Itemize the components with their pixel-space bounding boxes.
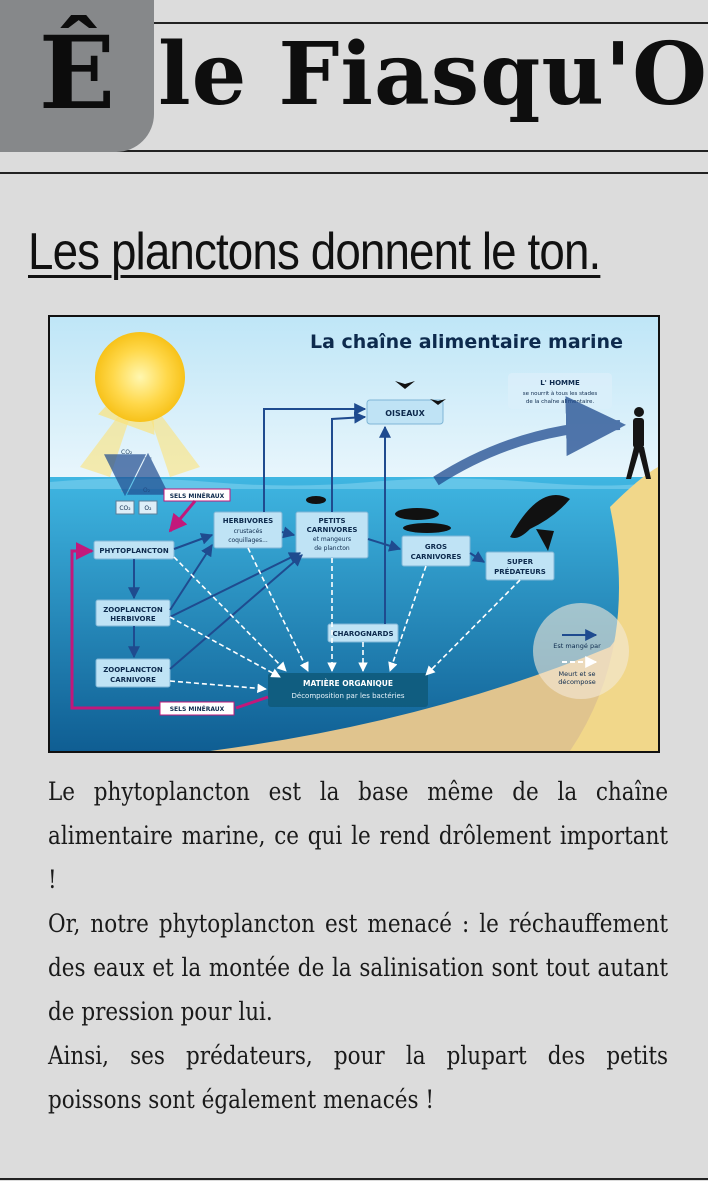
node-gros-carnivores: [402, 536, 470, 566]
node-phytoplancton: [94, 541, 174, 559]
svg-text:MATIÈRE ORGANIQUE: MATIÈRE ORGANIQUE: [303, 679, 393, 688]
co2-up-label: CO₂: [121, 449, 133, 456]
svg-text:L' HOMME: L' HOMME: [540, 379, 580, 387]
svg-text:CARNIVORES: CARNIVORES: [306, 526, 358, 534]
article-paragraph: Le phytoplancton est la base même de la chaîne alimentaire marine, ce qui le rend drôlement important !: [48, 777, 669, 894]
svg-text:PRÉDATEURS: PRÉDATEURS: [494, 568, 546, 576]
node-homme: [508, 373, 612, 409]
sels-mineraux-top: [164, 489, 230, 501]
svg-text:SELS MINÉRAUX: SELS MINÉRAUX: [169, 493, 225, 500]
o2-up-label: O₂: [143, 487, 151, 494]
svg-text:PHYTOPLANCTON: PHYTOPLANCTON: [99, 547, 169, 555]
svg-text:et mangeurs: et mangeurs: [312, 536, 352, 543]
diagram-title: La chaîne alimentaire marine: [310, 331, 623, 353]
logo-letter: Ê: [38, 14, 116, 132]
co2-box: [116, 501, 134, 514]
svg-text:PETITS: PETITS: [318, 517, 346, 525]
svg-text:se nourrit à tous les stades: se nourrit à tous les stades: [522, 391, 598, 397]
node-charognards: [328, 624, 398, 642]
legend-eaten-label: Est mangé par: [553, 642, 601, 650]
node-herbivores: [214, 512, 282, 548]
svg-text:Décomposition par les bactérie: Décomposition par les bactéries: [291, 692, 405, 700]
node-zooplancton-herbivore: [96, 600, 170, 626]
svg-text:de plancton: de plancton: [314, 545, 350, 552]
svg-text:ZOOPLANCTON: ZOOPLANCTON: [103, 666, 163, 674]
masthead-rule-bottom: [0, 172, 708, 174]
svg-text:SUPER: SUPER: [506, 558, 534, 566]
svg-text:SELS MINÉRAUX: SELS MINÉRAUX: [169, 706, 225, 713]
food-chain-diagram: [48, 315, 660, 753]
article-headline: Les planctons donnent le ton.: [28, 223, 601, 281]
sels-mineraux-bottom: [160, 702, 234, 715]
node-oiseaux: [367, 400, 443, 424]
node-super-predateurs: [486, 552, 554, 580]
svg-text:GROS: GROS: [424, 543, 448, 551]
svg-text:crustacés: crustacés: [233, 528, 263, 535]
node-petits-carnivores: [296, 512, 368, 558]
svg-text:coquillages...: coquillages...: [228, 537, 268, 544]
svg-text:HERBIVORE: HERBIVORE: [110, 615, 156, 623]
svg-text:ZOOPLANCTON: ZOOPLANCTON: [103, 606, 163, 614]
svg-text:décompose: décompose: [558, 678, 596, 686]
footer-rule: [0, 1178, 708, 1180]
svg-text:CARNIVORES: CARNIVORES: [410, 553, 462, 561]
o2-box: [139, 501, 157, 514]
legend: [533, 603, 629, 699]
legend-dies-label: Meurt et se: [558, 670, 596, 678]
article-paragraph: Ainsi, ses prédateurs, pour la plupart des petits poissons sont également menacés !: [48, 1041, 669, 1114]
article-paragraph: Or, notre phytoplancton est menacé : le réchauffement des eaux et la montée de la salinisation sont tout autant de pression pour lui.: [48, 909, 669, 1026]
masthead-title: le Fiasqu'O: [158, 24, 708, 125]
svg-text:CARNIVORE: CARNIVORE: [110, 676, 156, 684]
svg-text:O₂: O₂: [144, 505, 152, 512]
article-body: [48, 770, 668, 1122]
node-zooplancton-carnivore: [96, 659, 170, 687]
svg-text:HERBIVORES: HERBIVORES: [222, 517, 274, 525]
logo-box: [0, 0, 154, 152]
svg-text:CHAROGNARDS: CHAROGNARDS: [332, 630, 394, 638]
svg-text:OISEAUX: OISEAUX: [385, 409, 425, 418]
svg-text:CO₂: CO₂: [119, 505, 131, 512]
svg-text:de la chaîne alimentaire.: de la chaîne alimentaire.: [525, 399, 595, 405]
node-matiere-organique: [268, 673, 428, 707]
